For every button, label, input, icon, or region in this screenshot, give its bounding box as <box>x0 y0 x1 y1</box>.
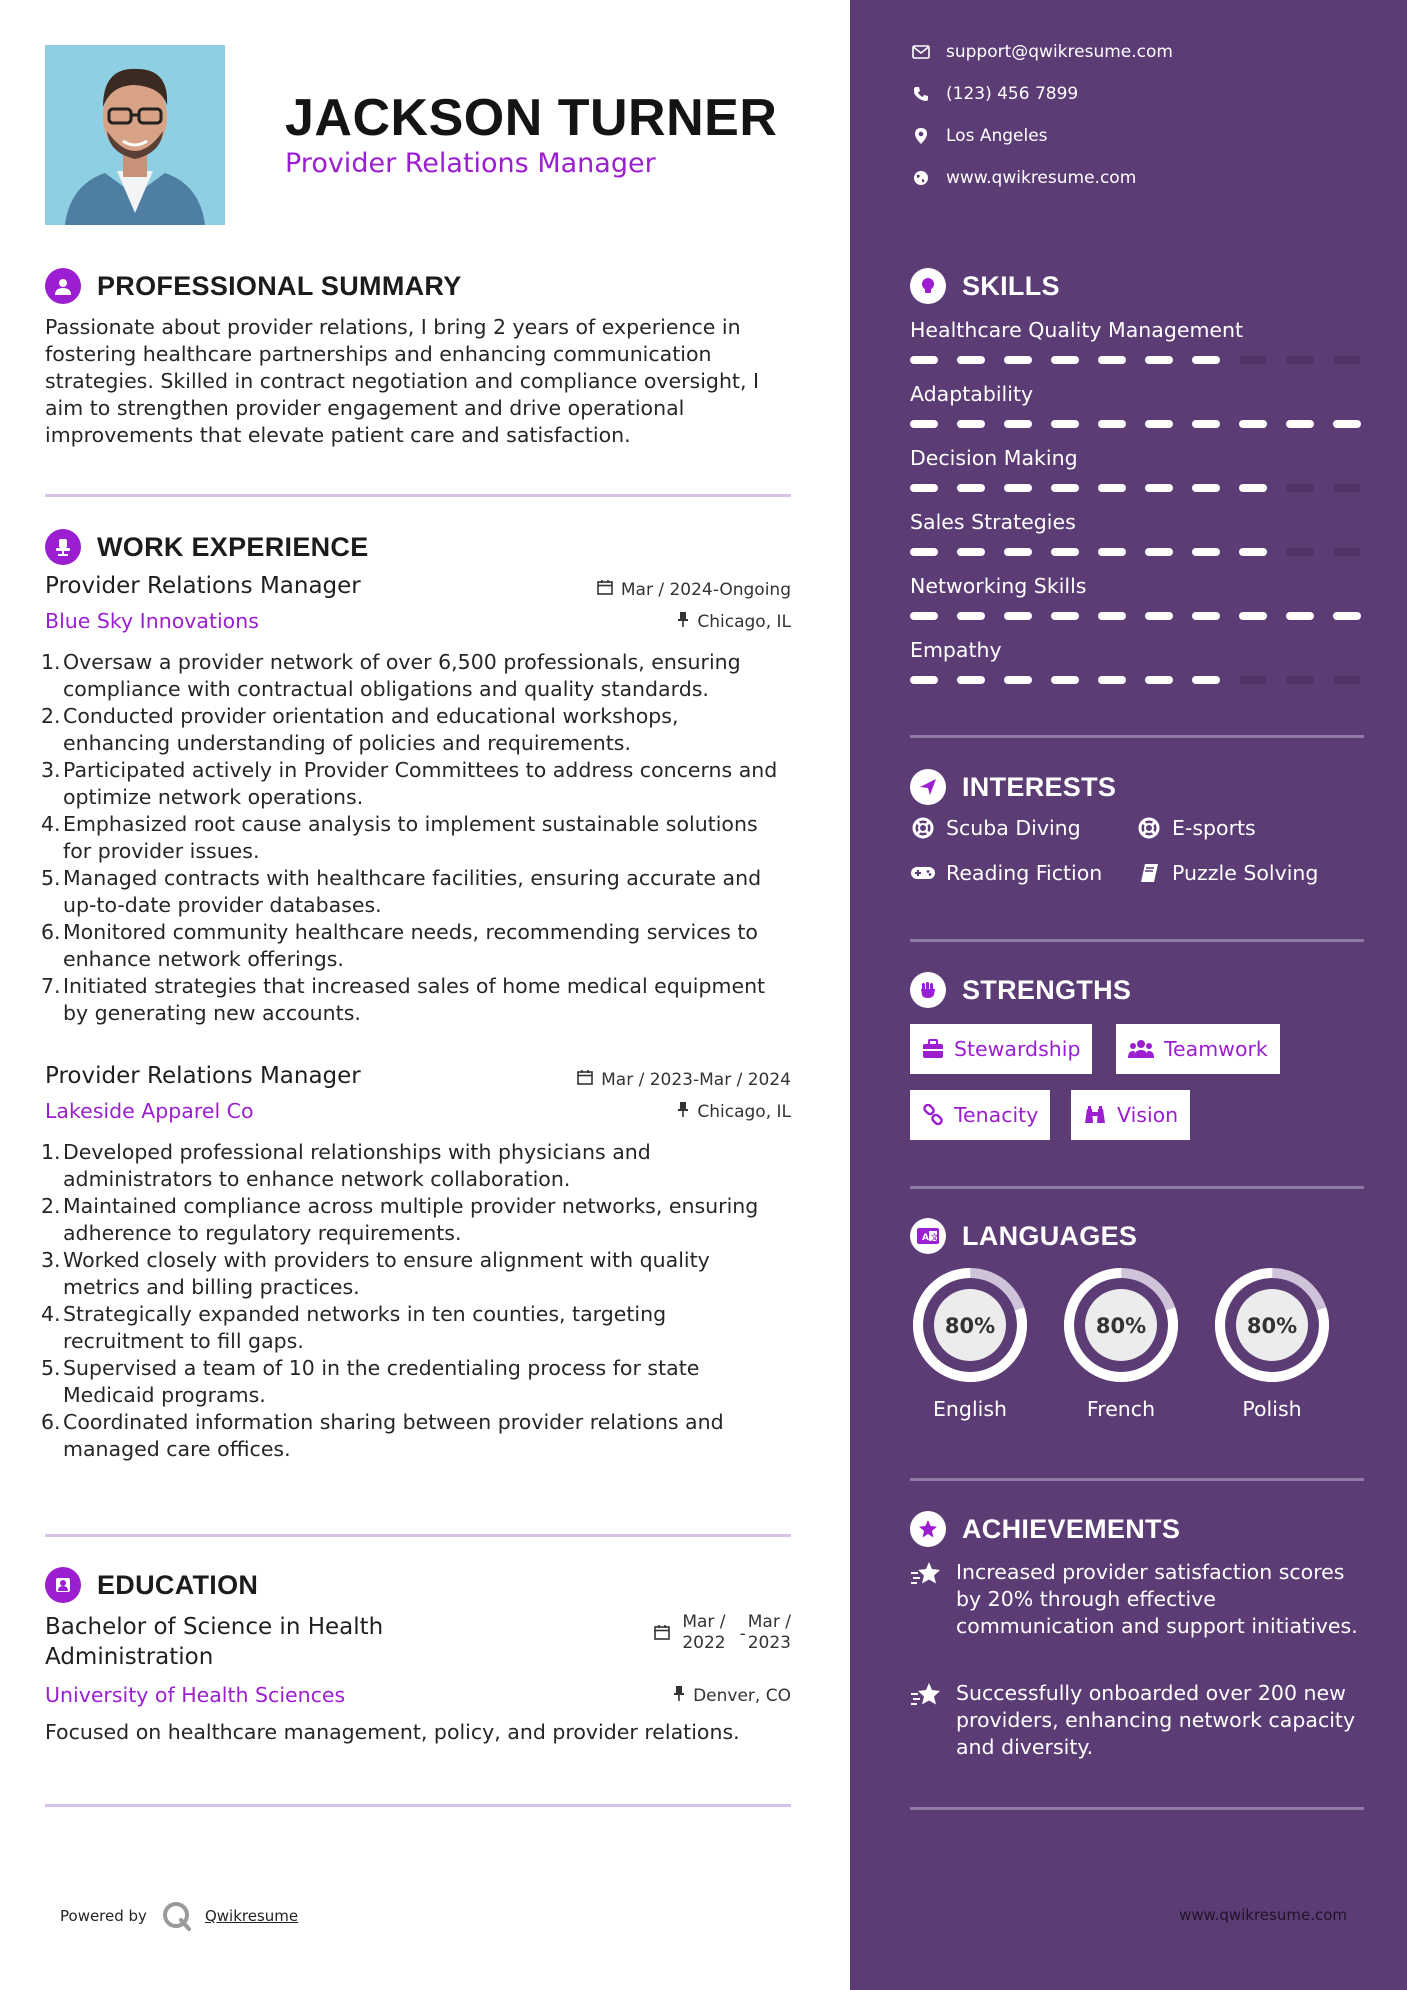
job-entry <box>41 573 791 1027</box>
list-item: 2. Maintained compliance across multiple provider networks, ensuring adherence to regulatory requirements. <box>41 1194 759 1245</box>
start-month: Mar / <box>682 1612 726 1632</box>
rating-dash-empty <box>1333 548 1361 556</box>
rating-dash-filled <box>1145 420 1173 428</box>
skill-name: Healthcare Quality Management <box>910 318 1244 342</box>
skill-rating <box>910 676 1364 684</box>
rating-dash-filled <box>957 356 985 364</box>
job-entry <box>41 1063 791 1463</box>
divider <box>45 494 791 497</box>
rating-dash-filled <box>910 356 938 364</box>
rating-dash-filled <box>1145 356 1173 364</box>
rating-dash-filled <box>1286 420 1314 428</box>
rating-dash-filled <box>1239 612 1267 620</box>
rating-dash-empty <box>1286 676 1314 684</box>
job-title: Provider Relations Manager <box>45 1063 361 1089</box>
translate-icon <box>910 1218 946 1254</box>
rating-dash-filled <box>1098 676 1126 684</box>
pin-icon <box>677 1101 689 1122</box>
rating-dash-filled <box>1004 548 1032 556</box>
languages-heading: LANGUAGES <box>962 1220 1138 1251</box>
paper-plane-icon <box>910 769 946 805</box>
rating-dash-empty <box>1333 484 1361 492</box>
date-separator: - <box>739 1624 746 1644</box>
rating-dash-filled <box>957 548 985 556</box>
list-item: 4. Strategically expanded networks in ten counties, targeting recruitment to fill gaps. <box>41 1302 667 1353</box>
qwikresume-link[interactable]: Qwikresume <box>204 1907 299 1925</box>
gauge-percent: 80% <box>1095 1314 1147 1338</box>
rating-dash-filled <box>1239 420 1267 428</box>
contact-email[interactable]: support@qwikresume.com <box>910 42 1173 62</box>
skill-rating <box>910 484 1364 492</box>
education-entry <box>45 1612 791 1682</box>
job-bullets <box>41 1139 791 1463</box>
strength-badge: Stewardship <box>910 1024 1092 1074</box>
rating-dash-filled <box>1051 548 1079 556</box>
rating-dash-filled <box>1192 420 1220 428</box>
rating-dash-filled <box>1333 612 1361 620</box>
svg-text:A: A <box>922 1233 929 1243</box>
user-icon <box>45 268 81 304</box>
job-location: Chicago, IL <box>677 611 791 632</box>
interests-heading: INTERESTS <box>962 771 1117 802</box>
list-item: 5. Supervised a team of 10 in the credentialing process for state Medicaid programs. <box>41 1356 700 1407</box>
list-item: 4. Emphasized root cause analysis to implement sustainable solutions for provider issues. <box>41 812 758 863</box>
lifebuoy-icon <box>1136 817 1162 839</box>
rating-dash-filled <box>1051 484 1079 492</box>
binoculars-icon <box>1083 1105 1107 1125</box>
rating-dash-filled <box>1192 484 1220 492</box>
phone-icon <box>910 86 932 102</box>
sidebar <box>850 0 1407 1990</box>
shooting-star-icon <box>910 1561 942 1591</box>
education-description: Focused on healthcare management, policy, and provider relations. <box>45 1720 740 1744</box>
language-name: French <box>1086 1397 1156 1421</box>
skill-rating <box>910 356 1364 364</box>
svg-text:文: 文 <box>930 1233 939 1242</box>
list-item: 2. Conducted provider orientation and educational workshops, enhancing understanding of policies and requirements. <box>41 704 679 755</box>
job-title: Provider Relations Manager <box>45 573 361 599</box>
end-month: Mar / <box>747 1612 791 1632</box>
skill-name: Decision Making <box>910 446 1078 470</box>
rating-dash-filled <box>1051 612 1079 620</box>
skill-name: Networking Skills <box>910 574 1087 598</box>
list-item: 7. Initiated strategies that increased sales of home medical equipment by generating new accounts. <box>41 974 766 1025</box>
job-location: Chicago, IL <box>677 1101 791 1122</box>
job-date: Mar / 2024-Ongoing <box>597 579 791 600</box>
list-item: 5. Managed contracts with healthcare facilities, ensuring accurate and up-to-date provider databases. <box>41 866 762 917</box>
graduate-icon <box>45 1567 81 1603</box>
rating-dash-filled <box>910 420 938 428</box>
link-icon <box>922 1104 944 1126</box>
education-heading: EDUCATION <box>97 1569 259 1600</box>
divider <box>910 1186 1364 1189</box>
skill-item <box>910 318 1364 364</box>
rating-dash-filled <box>1098 548 1126 556</box>
strengths-section <box>910 970 1364 1010</box>
language-gauge <box>1059 1263 1183 1387</box>
rating-dash-filled <box>1333 420 1361 428</box>
list-item: 6. Monitored community healthcare needs, recommending services to enhance network offerings. <box>41 920 758 971</box>
job-date: Mar / 2023-Mar / 2024 <box>577 1069 791 1090</box>
skill-item <box>910 446 1364 492</box>
language-gauge <box>1210 1263 1334 1387</box>
interests-section <box>910 767 1364 807</box>
list-item: 1. Oversaw a provider network of over 6,500 professionals, ensuring compliance with contractual obligations and quality standards. <box>41 650 741 701</box>
divider <box>45 1534 791 1537</box>
achievement-item: Successfully onboarded over 200 new providers, enhancing network capacity and diversity. <box>910 1680 1364 1761</box>
strength-badge: Teamwork <box>1116 1024 1280 1074</box>
list-item: 3. Worked closely with providers to ensure alignment with quality metrics and billing practices. <box>41 1248 710 1299</box>
rating-dash-filled <box>910 548 938 556</box>
skill-name: Empathy <box>910 638 1002 662</box>
achievements-section <box>910 1509 1364 1549</box>
skills-section <box>910 266 1364 306</box>
list-item: 6. Coordinated information sharing between provider relations and managed care offices. <box>41 1410 724 1461</box>
pin-icon <box>673 1685 685 1706</box>
contact-website[interactable]: www.qwikresume.com <box>910 168 1136 188</box>
rating-dash-filled <box>1098 356 1126 364</box>
rating-dash-filled <box>1192 676 1220 684</box>
rating-dash-empty <box>1286 356 1314 364</box>
users-icon <box>1128 1039 1154 1059</box>
gauge-percent: 80% <box>1246 1314 1298 1338</box>
start-year: 2022 <box>682 1633 726 1653</box>
summary-section <box>45 266 791 449</box>
rating-dash-filled <box>1239 548 1267 556</box>
skill-rating <box>910 420 1364 428</box>
globe-icon <box>910 170 932 186</box>
rating-dash-filled <box>957 420 985 428</box>
rating-dash-filled <box>910 612 938 620</box>
skill-item <box>910 510 1364 556</box>
rating-dash-filled <box>910 484 938 492</box>
skill-item <box>910 638 1364 684</box>
rating-dash-filled <box>1004 356 1032 364</box>
skill-item <box>910 574 1364 620</box>
rating-dash-empty <box>1286 548 1314 556</box>
briefcase-icon <box>45 529 81 565</box>
rating-dash-filled <box>1098 484 1126 492</box>
rating-dash-filled <box>910 676 938 684</box>
rating-dash-empty <box>1239 356 1267 364</box>
shooting-star-icon <box>910 1682 942 1712</box>
rating-dash-filled <box>1239 484 1267 492</box>
rating-dash-filled <box>1051 676 1079 684</box>
education-school-row <box>45 1681 791 1746</box>
strength-badge: Tenacity <box>910 1090 1050 1140</box>
job-company: Blue Sky Innovations <box>45 609 259 633</box>
strength-badge: Vision <box>1071 1090 1190 1140</box>
divider <box>910 735 1364 738</box>
list-item: 3. Participated actively in Provider Committees to address concerns and optimize network operations. <box>41 758 778 809</box>
interest-item: Reading Fiction <box>910 861 1102 885</box>
rating-dash-filled <box>1098 612 1126 620</box>
divider <box>45 1804 791 1807</box>
education-section <box>45 1565 791 1605</box>
rating-dash-filled <box>1145 612 1173 620</box>
rating-dash-filled <box>1051 420 1079 428</box>
envelope-icon <box>910 45 932 59</box>
rating-dash-empty <box>1286 484 1314 492</box>
briefcase-icon <box>922 1039 944 1059</box>
gauge-percent: 80% <box>944 1314 996 1338</box>
job-company: Lakeside Apparel Co <box>45 1099 254 1123</box>
rating-dash-filled <box>1192 548 1220 556</box>
lightbulb-icon <box>910 268 946 304</box>
skill-name: Sales Strategies <box>910 510 1076 534</box>
rating-dash-filled <box>1004 484 1032 492</box>
pin-icon <box>677 611 689 632</box>
footer-website[interactable]: www.qwikresume.com <box>1179 1906 1347 1924</box>
job-bullets <box>41 649 791 1027</box>
map-pin-icon <box>910 128 932 144</box>
book-icon <box>1136 863 1162 883</box>
rating-dash-empty <box>1333 676 1361 684</box>
interest-item: Scuba Diving <box>910 816 1081 840</box>
rating-dash-filled <box>957 612 985 620</box>
language-name: English <box>932 1397 1008 1421</box>
powered-by: Powered by Qwikresume <box>60 1900 298 1932</box>
calendar-icon <box>577 1069 593 1090</box>
school-name: University of Health Sciences <box>45 1683 346 1707</box>
rating-dash-filled <box>1004 612 1032 620</box>
contact-phone[interactable]: (123) 456 7899 <box>910 84 1078 104</box>
languages-section <box>910 1216 1364 1256</box>
rating-dash-filled <box>957 484 985 492</box>
contact-location: Los Angeles <box>910 126 1048 146</box>
gamepad-icon <box>910 865 936 881</box>
strengths-heading: STRENGTHS <box>962 974 1132 1005</box>
skill-name: Adaptability <box>910 382 1034 406</box>
school-location: Denver, CO <box>673 1685 791 1706</box>
skills-heading: SKILLS <box>962 270 1060 301</box>
candidate-title: Provider Relations Manager <box>285 148 656 179</box>
rating-dash-empty <box>1333 356 1361 364</box>
language-item <box>1059 1263 1183 1421</box>
qwikresume-logo-icon <box>161 1900 193 1932</box>
fist-icon <box>910 972 946 1008</box>
skill-rating <box>910 548 1364 556</box>
achievement-item: Increased provider satisfaction scores by 20% through effective communication and support initiatives. <box>910 1559 1364 1640</box>
summary-heading: PROFESSIONAL SUMMARY <box>97 270 462 301</box>
end-year: 2023 <box>747 1633 791 1653</box>
rating-dash-filled <box>1098 420 1126 428</box>
star-badge-icon <box>910 1511 946 1547</box>
language-item <box>908 1263 1032 1421</box>
language-gauge <box>908 1263 1032 1387</box>
divider <box>910 1807 1364 1810</box>
divider <box>910 1478 1364 1481</box>
achievements-heading: ACHIEVEMENTS <box>962 1513 1181 1544</box>
rating-dash-filled <box>957 676 985 684</box>
rating-dash-filled <box>1192 356 1220 364</box>
degree-title: Bachelor of Science in Health Administration <box>45 1614 384 1670</box>
list-item: 1. Developed professional relationships with physicians and administrators to enhance network collaboration. <box>41 1140 651 1191</box>
education-dates <box>654 1612 791 1654</box>
rating-dash-filled <box>1051 356 1079 364</box>
skill-item <box>910 382 1364 428</box>
profile-photo <box>45 45 225 225</box>
calendar-icon <box>597 579 613 600</box>
rating-dash-filled <box>1145 484 1173 492</box>
rating-dash-filled <box>1145 676 1173 684</box>
rating-dash-filled <box>1192 612 1220 620</box>
language-item <box>1210 1263 1334 1421</box>
lifebuoy-icon <box>910 817 936 839</box>
calendar-icon <box>654 1624 670 1646</box>
summary-text: Passionate about provider relations, I bring 2 years of experience in fostering healthcare partnerships and enhancing communication strategies. Skilled in contract negotiation and compliance oversight, I aim to strengthen provider engagement and drive operational improvements that elevate patient care and satisfaction. <box>45 315 760 447</box>
experience-heading: WORK EXPERIENCE <box>97 531 369 562</box>
interest-item: Puzzle Solving <box>1136 861 1318 885</box>
candidate-name: JACKSON TURNER <box>285 89 778 147</box>
rating-dash-filled <box>1286 612 1314 620</box>
divider <box>910 939 1364 942</box>
rating-dash-empty <box>1239 676 1267 684</box>
rating-dash-filled <box>1004 420 1032 428</box>
skill-rating <box>910 612 1364 620</box>
rating-dash-filled <box>1004 676 1032 684</box>
experience-section <box>45 527 791 567</box>
language-name: Polish <box>1242 1397 1302 1421</box>
rating-dash-filled <box>1145 548 1173 556</box>
interest-item: E-sports <box>1136 816 1256 840</box>
